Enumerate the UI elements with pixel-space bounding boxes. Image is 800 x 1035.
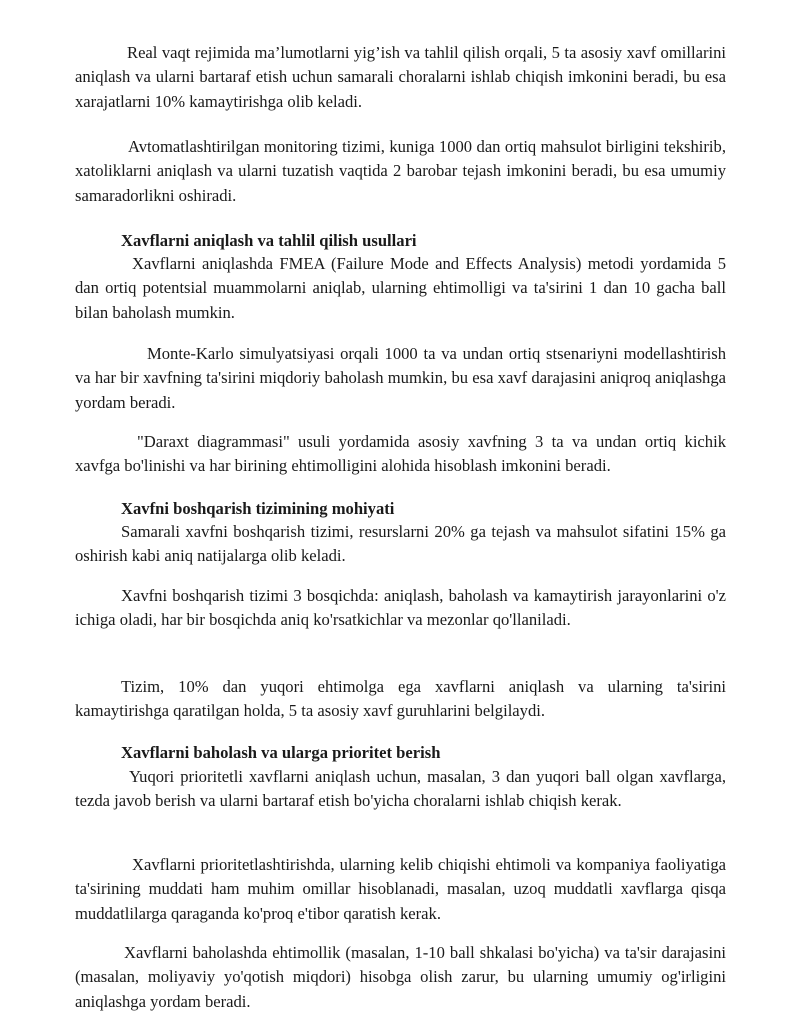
paragraph-text: Tizim, 10% dan yuqori ehtimolga ega xavflarni aniqlash va ularning ta'sirini kamaytirishga qaratilgan holda, 5 ta asosiy xavf guruhlarini belgilaydi. <box>75 677 726 721</box>
paragraph-text: Yuqori prioritetli xavflarni aniqlash uchun, masalan, 3 dan yuqori ball olgan xavflarga, tezda javob berish va ularni bartaraf etish bo'yicha choralarni ishlab chiqish kerak. <box>75 767 726 811</box>
paragraph-probability-impact <box>75 941 726 1014</box>
section-heading-risk-identification: Xavflarni aniqlash va tahlil qilish usullari <box>121 231 417 250</box>
paragraph-text: Monte-Karlo simulyatsiyasi orqali 1000 ta va undan ortiq stsenariyni modellashtirish va har bir xavfning ta'sirini miqdoriy baholash mumkin, bu esa xavf darajasini aniqroq aniqlashga yordam beradi. <box>75 344 726 412</box>
section-heading-risk-prioritization: Xavflarni baholash va ularga prioritet berish <box>121 743 441 762</box>
paragraph-risk-groups <box>75 675 726 724</box>
paragraph-tree-diagram <box>75 430 726 479</box>
paragraph-prioritization-factors <box>75 853 726 926</box>
paragraph-text: Xavflarni prioritetlashtirishda, ularning kelib chiqishi ehtimoli va kompaniya faoliyatiga ta'sirining muddati ham muhim omillar hisoblanadi, masalan, uzoq muddatli xavflarga qisqa muddatlilarga qaraganda ko'proq e'tibor qaratish kerak. <box>75 855 726 923</box>
paragraph-text: Avtomatlashtirilgan monitoring tizimi, kuniga 1000 dan ortiq mahsulot birligini tekshirib, xatoliklarni aniqlash va ularni tuzatish vaqtida 2 barobar tejash imkonini beradi, bu esa umumiy samaradorlikni oshiradi. <box>75 137 726 205</box>
section-heading-risk-management: Xavfni boshqarish tizimining mohiyati <box>121 499 395 518</box>
paragraph-three-stages <box>75 584 726 633</box>
paragraph-text: Xavflarni baholashda ehtimollik (masalan, 1-10 ball shkalasi bo'yicha) va ta'sir darajasini (masalan, moliyaviy yo'qotish miqdori) hisobga olish zarur, bu ularning umumiy og'irligini aniqlashga yordam beradi. <box>75 943 726 1011</box>
paragraph-fmea-method <box>75 252 726 325</box>
paragraph-high-priority <box>75 765 726 814</box>
paragraph-text: Xavflarni aniqlashda FMEA (Failure Mode and Effects Analysis) metodi yordamida 5 dan ortiq potentsial muammolarni aniqlab, ularning ehtimolligi va ta'sirini 1 dan 10 gacha ball bilan baholash mumkin. <box>75 254 726 322</box>
paragraph-text: Real vaqt rejimida ma’lumotlarni yig’ish va tahlil qilish orqali, 5 ta asosiy xavf omillarini aniqlash va ularni bartaraf etish uchun samarali choralarni ishlab chiqish imkonini beradi, bu esa xarajatlarni 10% kamaytirishga olib keladi. <box>75 43 726 111</box>
paragraph-text: Xavfni boshqarish tizimi 3 bosqichda: aniqlash, baholash va kamaytirish jarayonlarini o'z ichiga oladi, har bir bosqichda aniq ko'rsatkichlar va mezonlar qo'llaniladi. <box>75 586 726 630</box>
paragraph-text: "Daraxt diagrammasi" usuli yordamida asosiy xavfning 3 ta va undan ortiq kichik xavfga bo'linishi va har birining ehtimolligini alohida hisoblash imkonini beradi. <box>75 432 726 476</box>
paragraph-realtime-data <box>75 41 726 114</box>
paragraph-text: Samarali xavfni boshqarish tizimi, resurslarni 20% ga tejash va mahsulot sifatini 15% ga oshirish kabi aniq natijalarga olib keladi. <box>75 522 726 566</box>
paragraph-monte-carlo <box>75 342 726 415</box>
paragraph-effective-system <box>75 520 726 569</box>
paragraph-monitoring-system <box>75 135 726 208</box>
